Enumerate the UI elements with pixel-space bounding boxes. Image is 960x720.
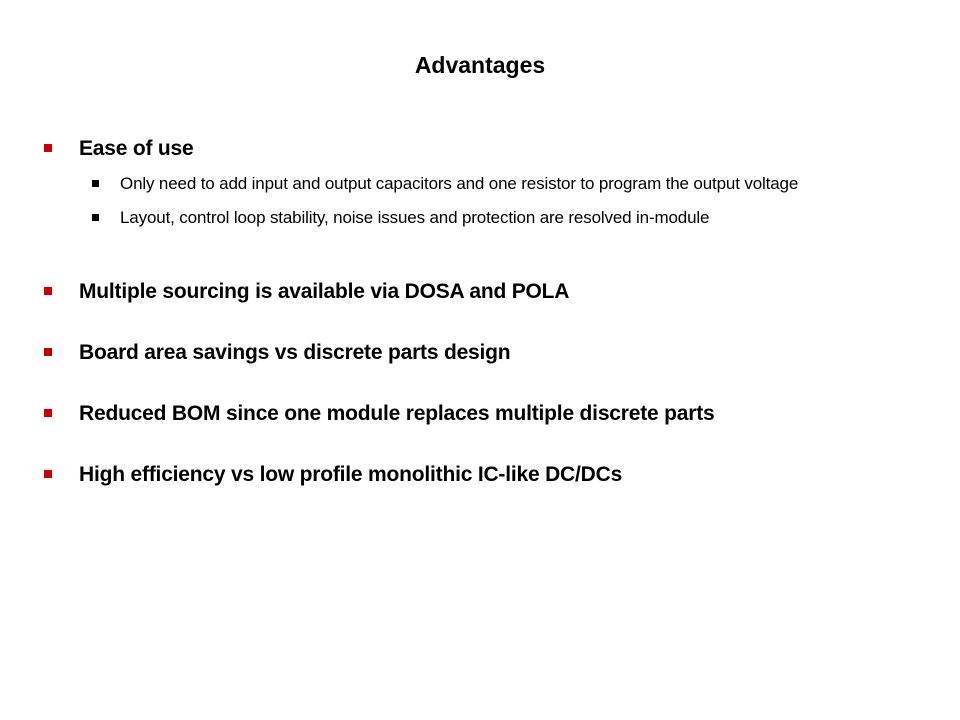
- sub-bullet-text: Layout, control loop stability, noise issues and protection are resolved in-module: [120, 208, 710, 227]
- bullet-text: Multiple sourcing is available via DOSA and POLA: [79, 280, 570, 303]
- square-bullet-icon: [44, 287, 52, 295]
- square-sub-bullet-icon: [92, 180, 99, 187]
- square-sub-bullet-icon: [92, 214, 99, 221]
- list-item: [44, 460, 944, 490]
- list-item: [44, 277, 944, 307]
- bullet-high-efficiency: [44, 460, 944, 490]
- bullet-text: Reduced BOM since one module replaces multiple discrete parts: [79, 402, 715, 425]
- bullet-multiple-sourcing: [44, 277, 944, 307]
- bullet-text: Ease of use: [79, 137, 194, 160]
- bullet-text: Board area savings vs discrete parts design: [79, 341, 511, 364]
- slide-title: Advantages: [414, 52, 546, 78]
- sub-list-item: [44, 172, 944, 196]
- square-bullet-icon: [44, 470, 52, 478]
- list-item: [44, 134, 944, 164]
- square-bullet-icon: [44, 348, 52, 356]
- sub-list-item: [44, 206, 944, 230]
- bullet-reduced-bom: [44, 399, 944, 429]
- list-item: [44, 399, 944, 429]
- list-item: [44, 338, 944, 368]
- bullet-ease-of-use: [44, 134, 944, 230]
- bullet-board-area: [44, 338, 944, 368]
- square-bullet-icon: [44, 409, 52, 417]
- sub-bullet-text: Only need to add input and output capacitors and one resistor to program the output voltage: [120, 174, 799, 193]
- bullet-text: High efficiency vs low profile monolithic IC-like DC/DCs: [79, 463, 623, 486]
- square-bullet-icon: [44, 144, 52, 152]
